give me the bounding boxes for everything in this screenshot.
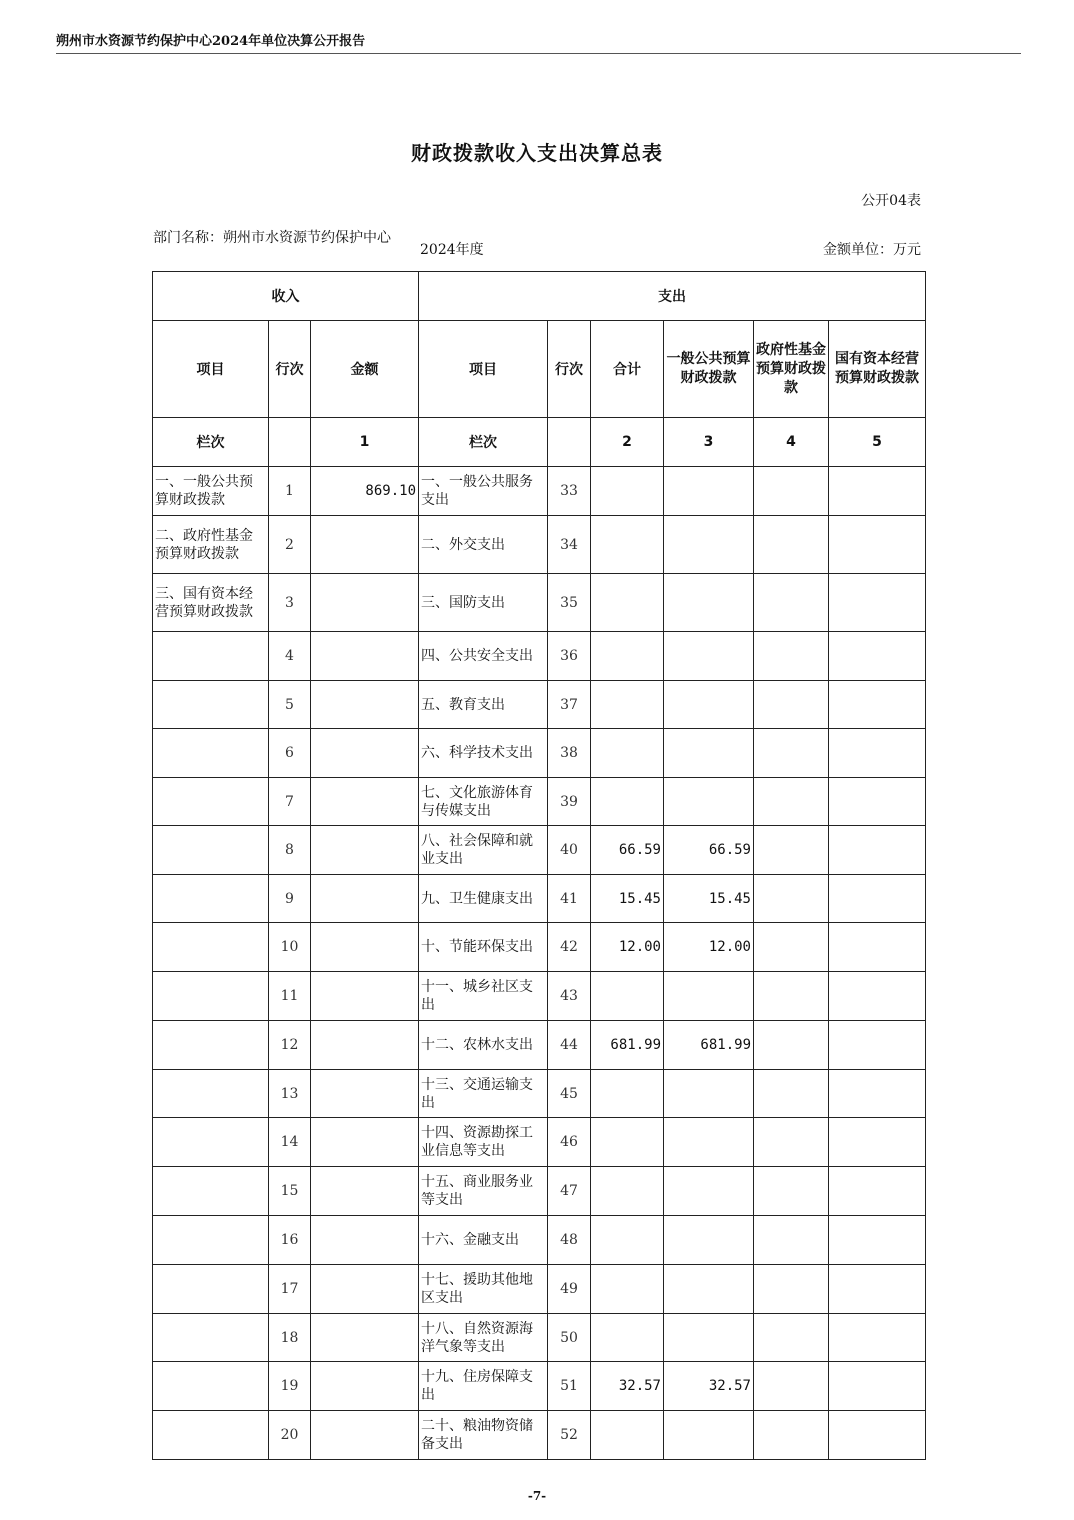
expense-row-no: 36 xyxy=(548,632,591,681)
gov-fund-amount xyxy=(754,1021,829,1070)
expense-item: 十一、城乡社区支出 xyxy=(419,972,548,1021)
income-header: 收入 xyxy=(153,272,419,321)
page-number: -7- xyxy=(527,1489,547,1503)
total-amount xyxy=(591,1118,664,1167)
table-row xyxy=(153,1314,926,1362)
income-row-no: 18 xyxy=(269,1314,311,1362)
income-item xyxy=(153,923,269,972)
state-capital-amount xyxy=(829,516,926,574)
income-item xyxy=(153,632,269,681)
lanci-col-2: 2 xyxy=(591,418,664,467)
expense-row-no: 40 xyxy=(548,826,591,875)
gov-fund-amount xyxy=(754,729,829,778)
expense-row-no: 43 xyxy=(548,972,591,1021)
total-amount xyxy=(591,1411,664,1460)
gov-fund-amount xyxy=(754,1314,829,1362)
table-row xyxy=(153,1362,926,1411)
total-amount xyxy=(591,1314,664,1362)
income-row-no: 1 xyxy=(269,467,311,516)
income-item xyxy=(153,875,269,923)
state-capital-amount xyxy=(829,923,926,972)
income-item xyxy=(153,1070,269,1118)
state-capital-amount xyxy=(829,1021,926,1070)
expense-item: 十九、住房保障支出 xyxy=(419,1362,548,1411)
expense-row-no: 49 xyxy=(548,1265,591,1314)
lanci-col-5: 5 xyxy=(829,418,926,467)
income-amount xyxy=(311,632,419,681)
table-row xyxy=(153,1411,926,1460)
general-budget-amount xyxy=(664,1265,754,1314)
income-item xyxy=(153,972,269,1021)
state-capital-amount xyxy=(829,1314,926,1362)
income-amount xyxy=(311,681,419,729)
income-amount xyxy=(311,1314,419,1362)
table-row xyxy=(153,1167,926,1216)
gov-fund-amount xyxy=(754,1118,829,1167)
form-code: 公开04表 xyxy=(861,193,921,209)
gov-fund-amount xyxy=(754,574,829,632)
total-amount: 32.57 xyxy=(591,1362,664,1411)
expense-item: 十二、农林水支出 xyxy=(419,1021,548,1070)
table-row xyxy=(153,1070,926,1118)
department-name: 部门名称：朔州市水资源节约保护中心 xyxy=(153,230,391,246)
gov-fund-amount xyxy=(754,923,829,972)
table-row xyxy=(153,632,926,681)
income-row-no: 6 xyxy=(269,729,311,778)
income-amount xyxy=(311,516,419,574)
table-row xyxy=(153,1265,926,1314)
lanci-label-2: 栏次 xyxy=(419,418,548,467)
total-amount xyxy=(591,632,664,681)
income-item xyxy=(153,1118,269,1167)
income-item: 二、政府性基金预算财政拨款 xyxy=(153,516,269,574)
expense-item: 三、国防支出 xyxy=(419,574,548,632)
state-capital-amount xyxy=(829,574,926,632)
income-row-no: 16 xyxy=(269,1216,311,1265)
state-capital-amount xyxy=(829,729,926,778)
expense-row-no: 37 xyxy=(548,681,591,729)
table-row xyxy=(153,778,926,826)
state-capital-amount xyxy=(829,875,926,923)
expense-header: 支出 xyxy=(419,272,926,321)
total-amount xyxy=(591,1070,664,1118)
general-budget-amount xyxy=(664,1314,754,1362)
total-amount: 15.45 xyxy=(591,875,664,923)
expense-row-no: 46 xyxy=(548,1118,591,1167)
gov-fund-amount xyxy=(754,1070,829,1118)
expense-item: 十三、交通运输支出 xyxy=(419,1070,548,1118)
income-row-no: 5 xyxy=(269,681,311,729)
income-row-no: 15 xyxy=(269,1167,311,1216)
income-row-no: 3 xyxy=(269,574,311,632)
general-budget-amount xyxy=(664,632,754,681)
gov-fund-amount xyxy=(754,826,829,875)
general-budget-amount xyxy=(664,1167,754,1216)
total-amount: 12.00 xyxy=(591,923,664,972)
gov-fund-amount xyxy=(754,632,829,681)
income-item: 三、国有资本经营预算财政拨款 xyxy=(153,574,269,632)
income-row-no: 17 xyxy=(269,1265,311,1314)
expense-row-no: 50 xyxy=(548,1314,591,1362)
income-amount xyxy=(311,1362,419,1411)
table-row xyxy=(153,1118,926,1167)
expense-item: 十六、金融支出 xyxy=(419,1216,548,1265)
state-capital-amount xyxy=(829,778,926,826)
expense-item: 十四、资源勘探工业信息等支出 xyxy=(419,1118,548,1167)
expense-row-no: 51 xyxy=(548,1362,591,1411)
expense-row-no: 48 xyxy=(548,1216,591,1265)
income-amount: 869.10 xyxy=(311,467,419,516)
income-amount xyxy=(311,729,419,778)
col-income-row: 行次 xyxy=(269,321,311,418)
lanci-label: 栏次 xyxy=(153,418,269,467)
income-amount xyxy=(311,1265,419,1314)
income-amount xyxy=(311,826,419,875)
general-budget-amount xyxy=(664,516,754,574)
gov-fund-amount xyxy=(754,972,829,1021)
expense-row-no: 45 xyxy=(548,1070,591,1118)
gov-fund-amount xyxy=(754,1216,829,1265)
income-row-no: 12 xyxy=(269,1021,311,1070)
expense-item: 十、节能环保支出 xyxy=(419,923,548,972)
total-amount xyxy=(591,574,664,632)
header-divider xyxy=(56,53,1021,54)
income-row-no: 11 xyxy=(269,972,311,1021)
lanci-empty-2 xyxy=(548,418,591,467)
expense-item: 十七、援助其他地区支出 xyxy=(419,1265,548,1314)
general-budget-amount xyxy=(664,1118,754,1167)
income-item xyxy=(153,729,269,778)
table-row xyxy=(153,729,926,778)
state-capital-amount xyxy=(829,1265,926,1314)
total-amount xyxy=(591,972,664,1021)
general-budget-amount xyxy=(664,778,754,826)
total-amount xyxy=(591,516,664,574)
expense-row-no: 35 xyxy=(548,574,591,632)
table-row xyxy=(153,972,926,1021)
general-budget-amount xyxy=(664,972,754,1021)
expense-item: 九、卫生健康支出 xyxy=(419,875,548,923)
page-title: 财政拨款收入支出决算总表 xyxy=(411,141,663,165)
gov-fund-amount xyxy=(754,681,829,729)
general-budget-amount xyxy=(664,1411,754,1460)
total-amount xyxy=(591,681,664,729)
general-budget-amount xyxy=(664,574,754,632)
income-item xyxy=(153,826,269,875)
col-total: 合计 xyxy=(591,321,664,418)
expense-item: 六、科学技术支出 xyxy=(419,729,548,778)
general-budget-amount xyxy=(664,467,754,516)
state-capital-amount xyxy=(829,972,926,1021)
total-amount xyxy=(591,1216,664,1265)
total-amount xyxy=(591,778,664,826)
total-amount xyxy=(591,467,664,516)
table-row xyxy=(153,1216,926,1265)
col-general-budget: 一般公共预算财政拨款 xyxy=(664,321,754,418)
table-row xyxy=(153,681,926,729)
expense-row-no: 38 xyxy=(548,729,591,778)
state-capital-amount xyxy=(829,681,926,729)
general-budget-amount xyxy=(664,1216,754,1265)
income-row-no: 7 xyxy=(269,778,311,826)
state-capital-amount xyxy=(829,826,926,875)
income-amount xyxy=(311,1411,419,1460)
income-item xyxy=(153,1314,269,1362)
income-amount xyxy=(311,1167,419,1216)
expense-item: 二、外交支出 xyxy=(419,516,548,574)
expense-row-no: 44 xyxy=(548,1021,591,1070)
gov-fund-amount xyxy=(754,875,829,923)
income-item: 一、一般公共预算财政拨款 xyxy=(153,467,269,516)
table-row xyxy=(153,574,926,632)
income-row-no: 2 xyxy=(269,516,311,574)
income-amount xyxy=(311,875,419,923)
lanci-col-1: 1 xyxy=(311,418,419,467)
gov-fund-amount xyxy=(754,1411,829,1460)
general-budget-amount: 681.99 xyxy=(664,1021,754,1070)
total-amount xyxy=(591,1265,664,1314)
general-budget-amount: 66.59 xyxy=(664,826,754,875)
general-budget-amount xyxy=(664,681,754,729)
total-amount: 681.99 xyxy=(591,1021,664,1070)
gov-fund-amount xyxy=(754,1265,829,1314)
expense-row-no: 34 xyxy=(548,516,591,574)
lanci-empty xyxy=(269,418,311,467)
fiscal-year: 2024年度 xyxy=(420,242,484,258)
income-item xyxy=(153,1362,269,1411)
income-row-no: 9 xyxy=(269,875,311,923)
expense-row-no: 42 xyxy=(548,923,591,972)
financial-table xyxy=(152,271,926,1460)
income-row-no: 19 xyxy=(269,1362,311,1411)
general-budget-amount xyxy=(664,1070,754,1118)
income-item xyxy=(153,681,269,729)
lanci-col-4: 4 xyxy=(754,418,829,467)
income-amount xyxy=(311,778,419,826)
total-amount: 66.59 xyxy=(591,826,664,875)
table-row xyxy=(153,1021,926,1070)
income-row-no: 14 xyxy=(269,1118,311,1167)
general-budget-amount xyxy=(664,729,754,778)
table-row xyxy=(153,826,926,875)
table-row xyxy=(153,516,926,574)
state-capital-amount xyxy=(829,1216,926,1265)
income-item xyxy=(153,1216,269,1265)
gov-fund-amount xyxy=(754,516,829,574)
col-income-item: 项目 xyxy=(153,321,269,418)
total-amount xyxy=(591,1167,664,1216)
income-amount xyxy=(311,1070,419,1118)
expense-item: 四、公共安全支出 xyxy=(419,632,548,681)
general-budget-amount: 12.00 xyxy=(664,923,754,972)
income-row-no: 8 xyxy=(269,826,311,875)
income-item xyxy=(153,778,269,826)
expense-row-no: 41 xyxy=(548,875,591,923)
income-item xyxy=(153,1167,269,1216)
expense-item: 一、一般公共服务支出 xyxy=(419,467,548,516)
general-budget-amount: 15.45 xyxy=(664,875,754,923)
state-capital-amount xyxy=(829,1070,926,1118)
income-amount xyxy=(311,1216,419,1265)
col-expense-item: 项目 xyxy=(419,321,548,418)
income-amount xyxy=(311,1118,419,1167)
income-row-no: 10 xyxy=(269,923,311,972)
table-row xyxy=(153,923,926,972)
expense-item: 十八、自然资源海洋气象等支出 xyxy=(419,1314,548,1362)
state-capital-amount xyxy=(829,467,926,516)
lanci-col-3: 3 xyxy=(664,418,754,467)
expense-item: 八、社会保障和就业支出 xyxy=(419,826,548,875)
col-income-amount: 金额 xyxy=(311,321,419,418)
gov-fund-amount xyxy=(754,467,829,516)
income-amount xyxy=(311,972,419,1021)
total-amount xyxy=(591,729,664,778)
state-capital-amount xyxy=(829,1362,926,1411)
amount-unit: 金额单位：万元 xyxy=(823,242,921,258)
income-row-no: 20 xyxy=(269,1411,311,1460)
state-capital-amount xyxy=(829,632,926,681)
expense-item: 五、教育支出 xyxy=(419,681,548,729)
income-amount xyxy=(311,574,419,632)
income-amount xyxy=(311,1021,419,1070)
income-row-no: 4 xyxy=(269,632,311,681)
expense-row-no: 33 xyxy=(548,467,591,516)
gov-fund-amount xyxy=(754,778,829,826)
running-header: 朔州市水资源节约保护中心2024年单位决算公开报告 xyxy=(56,34,366,49)
state-capital-amount xyxy=(829,1167,926,1216)
income-item xyxy=(153,1411,269,1460)
state-capital-amount xyxy=(829,1118,926,1167)
expense-row-no: 47 xyxy=(548,1167,591,1216)
expense-item: 二十、粮油物资储备支出 xyxy=(419,1411,548,1460)
expense-item: 七、文化旅游体育与传媒支出 xyxy=(419,778,548,826)
expense-row-no: 52 xyxy=(548,1411,591,1460)
col-state-capital: 国有资本经营预算财政拨款 xyxy=(829,321,926,418)
income-item xyxy=(153,1265,269,1314)
general-budget-amount: 32.57 xyxy=(664,1362,754,1411)
expense-item: 十五、商业服务业等支出 xyxy=(419,1167,548,1216)
income-item xyxy=(153,1021,269,1070)
expense-row-no: 39 xyxy=(548,778,591,826)
table-row xyxy=(153,467,926,516)
income-amount xyxy=(311,923,419,972)
gov-fund-amount xyxy=(754,1362,829,1411)
gov-fund-amount xyxy=(754,1167,829,1216)
col-gov-fund: 政府性基金预算财政拨款 xyxy=(754,321,829,418)
col-expense-row: 行次 xyxy=(548,321,591,418)
state-capital-amount xyxy=(829,1411,926,1460)
table-row xyxy=(153,875,926,923)
income-row-no: 13 xyxy=(269,1070,311,1118)
